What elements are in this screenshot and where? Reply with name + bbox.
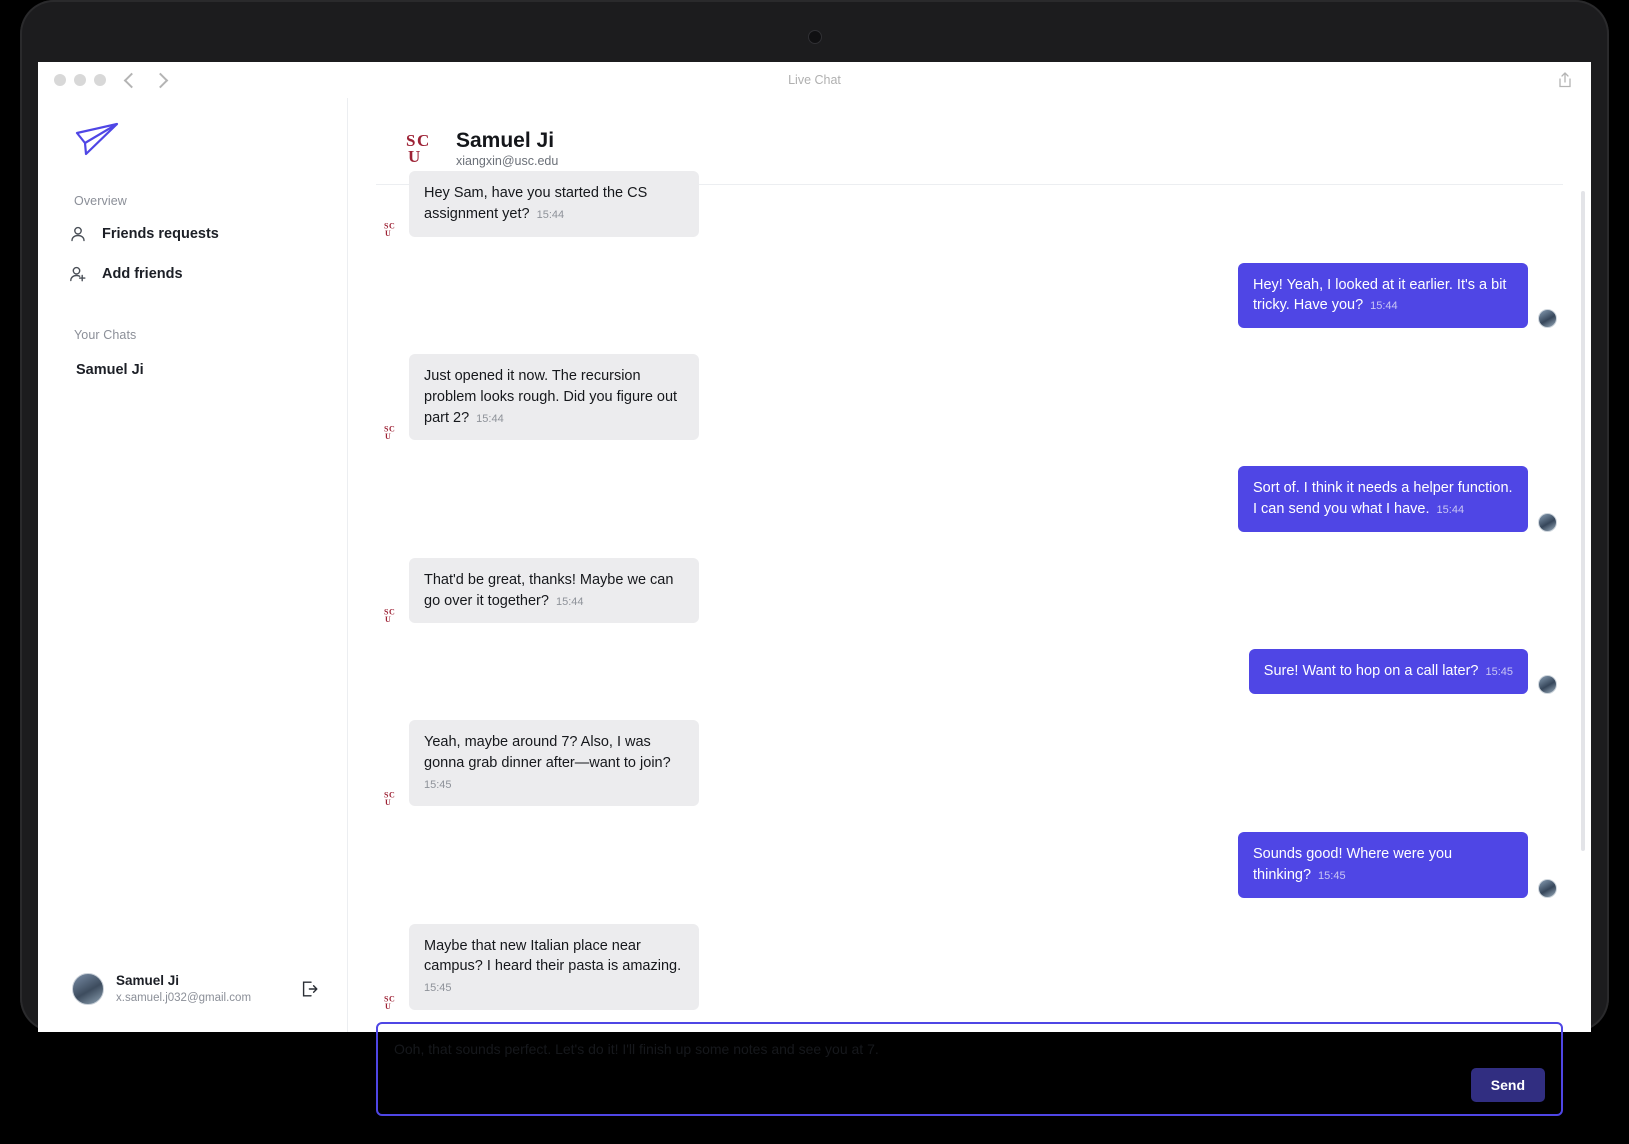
- svg-text:U: U: [408, 147, 421, 167]
- message-text: Hey Sam, have you started the CS assignment yet?: [424, 185, 648, 222]
- avatar: [72, 973, 104, 1005]
- message-text: Yeah, maybe around 7? Also, I was gonna grab dinner after—want to join?: [424, 734, 671, 771]
- usc-logo-icon: [384, 994, 399, 1010]
- sidebar-item-label: Add friends: [102, 266, 183, 282]
- message-time: 15:45: [424, 778, 452, 791]
- message-list[interactable]: [348, 185, 1591, 1010]
- svg-text:U: U: [385, 615, 391, 625]
- message-bubble: [1238, 466, 1528, 531]
- app-window: [38, 62, 1591, 1093]
- message-time: 15:44: [476, 412, 504, 425]
- message-text: Sure! Want to hop on a call later?: [1263, 663, 1479, 680]
- sidebar-chats-label: Your Chats: [74, 328, 137, 342]
- svg-text:S: S: [384, 424, 389, 434]
- sidebar-item-friends-requests[interactable]: [54, 214, 331, 254]
- message-text: Just opened it now. The recursion problem looks rough. Did you figure out part 2?: [424, 368, 678, 426]
- composer[interactable]: [376, 1022, 1563, 1116]
- svg-text:U: U: [385, 228, 391, 238]
- message-bubble: [1238, 263, 1528, 328]
- svg-text:S: S: [384, 221, 389, 231]
- paper-plane-logo-icon: [74, 120, 120, 160]
- user-plus-icon: [68, 264, 88, 284]
- message-row: [376, 924, 1563, 1010]
- usc-logo-icon: [384, 424, 399, 440]
- account-name: Samuel Ji: [116, 973, 180, 989]
- svg-text:C: C: [389, 994, 395, 1004]
- window-title: Live Chat: [788, 73, 841, 87]
- zoom-button[interactable]: [94, 74, 106, 86]
- svg-text:U: U: [385, 798, 391, 808]
- send-button[interactable]: Send: [1471, 1068, 1545, 1102]
- message-text: Maybe that new Italian place near campus? I heard their pasta is amazing.: [424, 937, 682, 975]
- user-icon: [68, 224, 88, 244]
- message-text: Hey! Yeah, I looked at it earlier. It's a bit tricky. Have you?: [1253, 276, 1507, 314]
- message-row: [376, 354, 1563, 440]
- back-icon[interactable]: [124, 72, 140, 88]
- device-frame: [20, 0, 1609, 1093]
- message-bubble: [409, 354, 699, 440]
- message-bubble: [409, 924, 699, 1010]
- usc-logo-icon: [384, 790, 399, 806]
- message-text: Sounds good! Where were you thinking?: [1253, 846, 1453, 883]
- sidebar: [38, 98, 348, 1032]
- camera-icon: [808, 30, 822, 44]
- avatar: [1538, 675, 1557, 694]
- message-row: [376, 558, 1563, 623]
- message-bubble: [1238, 832, 1528, 897]
- message-bubble: [409, 558, 699, 623]
- message-time: 15:44: [1436, 504, 1465, 517]
- avatar: [1538, 879, 1557, 898]
- message-bubble: [1249, 649, 1528, 694]
- svg-text:S: S: [406, 131, 416, 151]
- message-row: [376, 720, 1563, 806]
- message-text: That'd be great, thanks! Maybe we can go over it together?: [424, 571, 674, 609]
- message-row: [376, 171, 1563, 236]
- account-email: x.samuel.j032@gmail.com: [116, 991, 252, 1004]
- svg-text:C: C: [389, 607, 395, 617]
- forward-icon[interactable]: [153, 72, 169, 88]
- minimize-button[interactable]: [74, 74, 86, 86]
- close-button[interactable]: [54, 74, 66, 86]
- app-body: [38, 98, 1591, 1093]
- sidebar-chat-samuel-ji[interactable]: Samuel Ji: [76, 362, 144, 378]
- avatar: [1538, 513, 1557, 532]
- share-icon[interactable]: [1557, 72, 1573, 89]
- message-time: 15:44: [536, 208, 565, 221]
- svg-text:C: C: [389, 221, 395, 231]
- sidebar-account: [38, 972, 347, 1032]
- message-time: 15:44: [555, 595, 584, 608]
- usc-logo-icon: [406, 130, 440, 166]
- message-row: [376, 832, 1563, 897]
- avatar: [1538, 309, 1557, 328]
- usc-logo-icon: [384, 221, 399, 237]
- message-time: 15:45: [1318, 870, 1346, 882]
- svg-text:S: S: [384, 994, 389, 1004]
- message-time: 15:44: [1370, 300, 1398, 313]
- sidebar-item-add-friends[interactable]: [54, 254, 331, 294]
- message-time: 15:45: [1485, 666, 1513, 679]
- svg-text:C: C: [389, 424, 395, 434]
- svg-text:C: C: [389, 790, 395, 800]
- messages-scrollbar[interactable]: [1581, 191, 1585, 851]
- sidebar-overview-label: Overview: [74, 194, 127, 208]
- message-text: Sort of. I think it needs a helper function. I can send you what I have.: [1253, 480, 1513, 518]
- svg-text:C: C: [417, 131, 430, 151]
- svg-text:S: S: [384, 790, 389, 800]
- svg-text:U: U: [385, 1001, 391, 1011]
- window-titlebar: [38, 62, 1591, 98]
- message-bubble: [409, 720, 699, 806]
- message-input[interactable]: [394, 1038, 1545, 1060]
- chat-contact-name: Samuel Ji: [456, 129, 555, 152]
- chat-panel: [348, 98, 1591, 1093]
- logout-icon[interactable]: [299, 979, 319, 999]
- message-row: [376, 263, 1563, 328]
- composer-area: [348, 1010, 1591, 1144]
- usc-logo-icon: [384, 607, 399, 623]
- chat-contact-email: xiangxin@usc.edu: [456, 154, 559, 169]
- svg-text:S: S: [384, 607, 389, 617]
- svg-text:U: U: [385, 432, 391, 442]
- message-time: 15:45: [424, 982, 452, 995]
- message-row: [376, 466, 1563, 531]
- message-row: [376, 649, 1563, 694]
- window-controls[interactable]: [54, 74, 106, 86]
- sidebar-item-label: Friends requests: [102, 226, 219, 242]
- message-bubble: [409, 171, 699, 236]
